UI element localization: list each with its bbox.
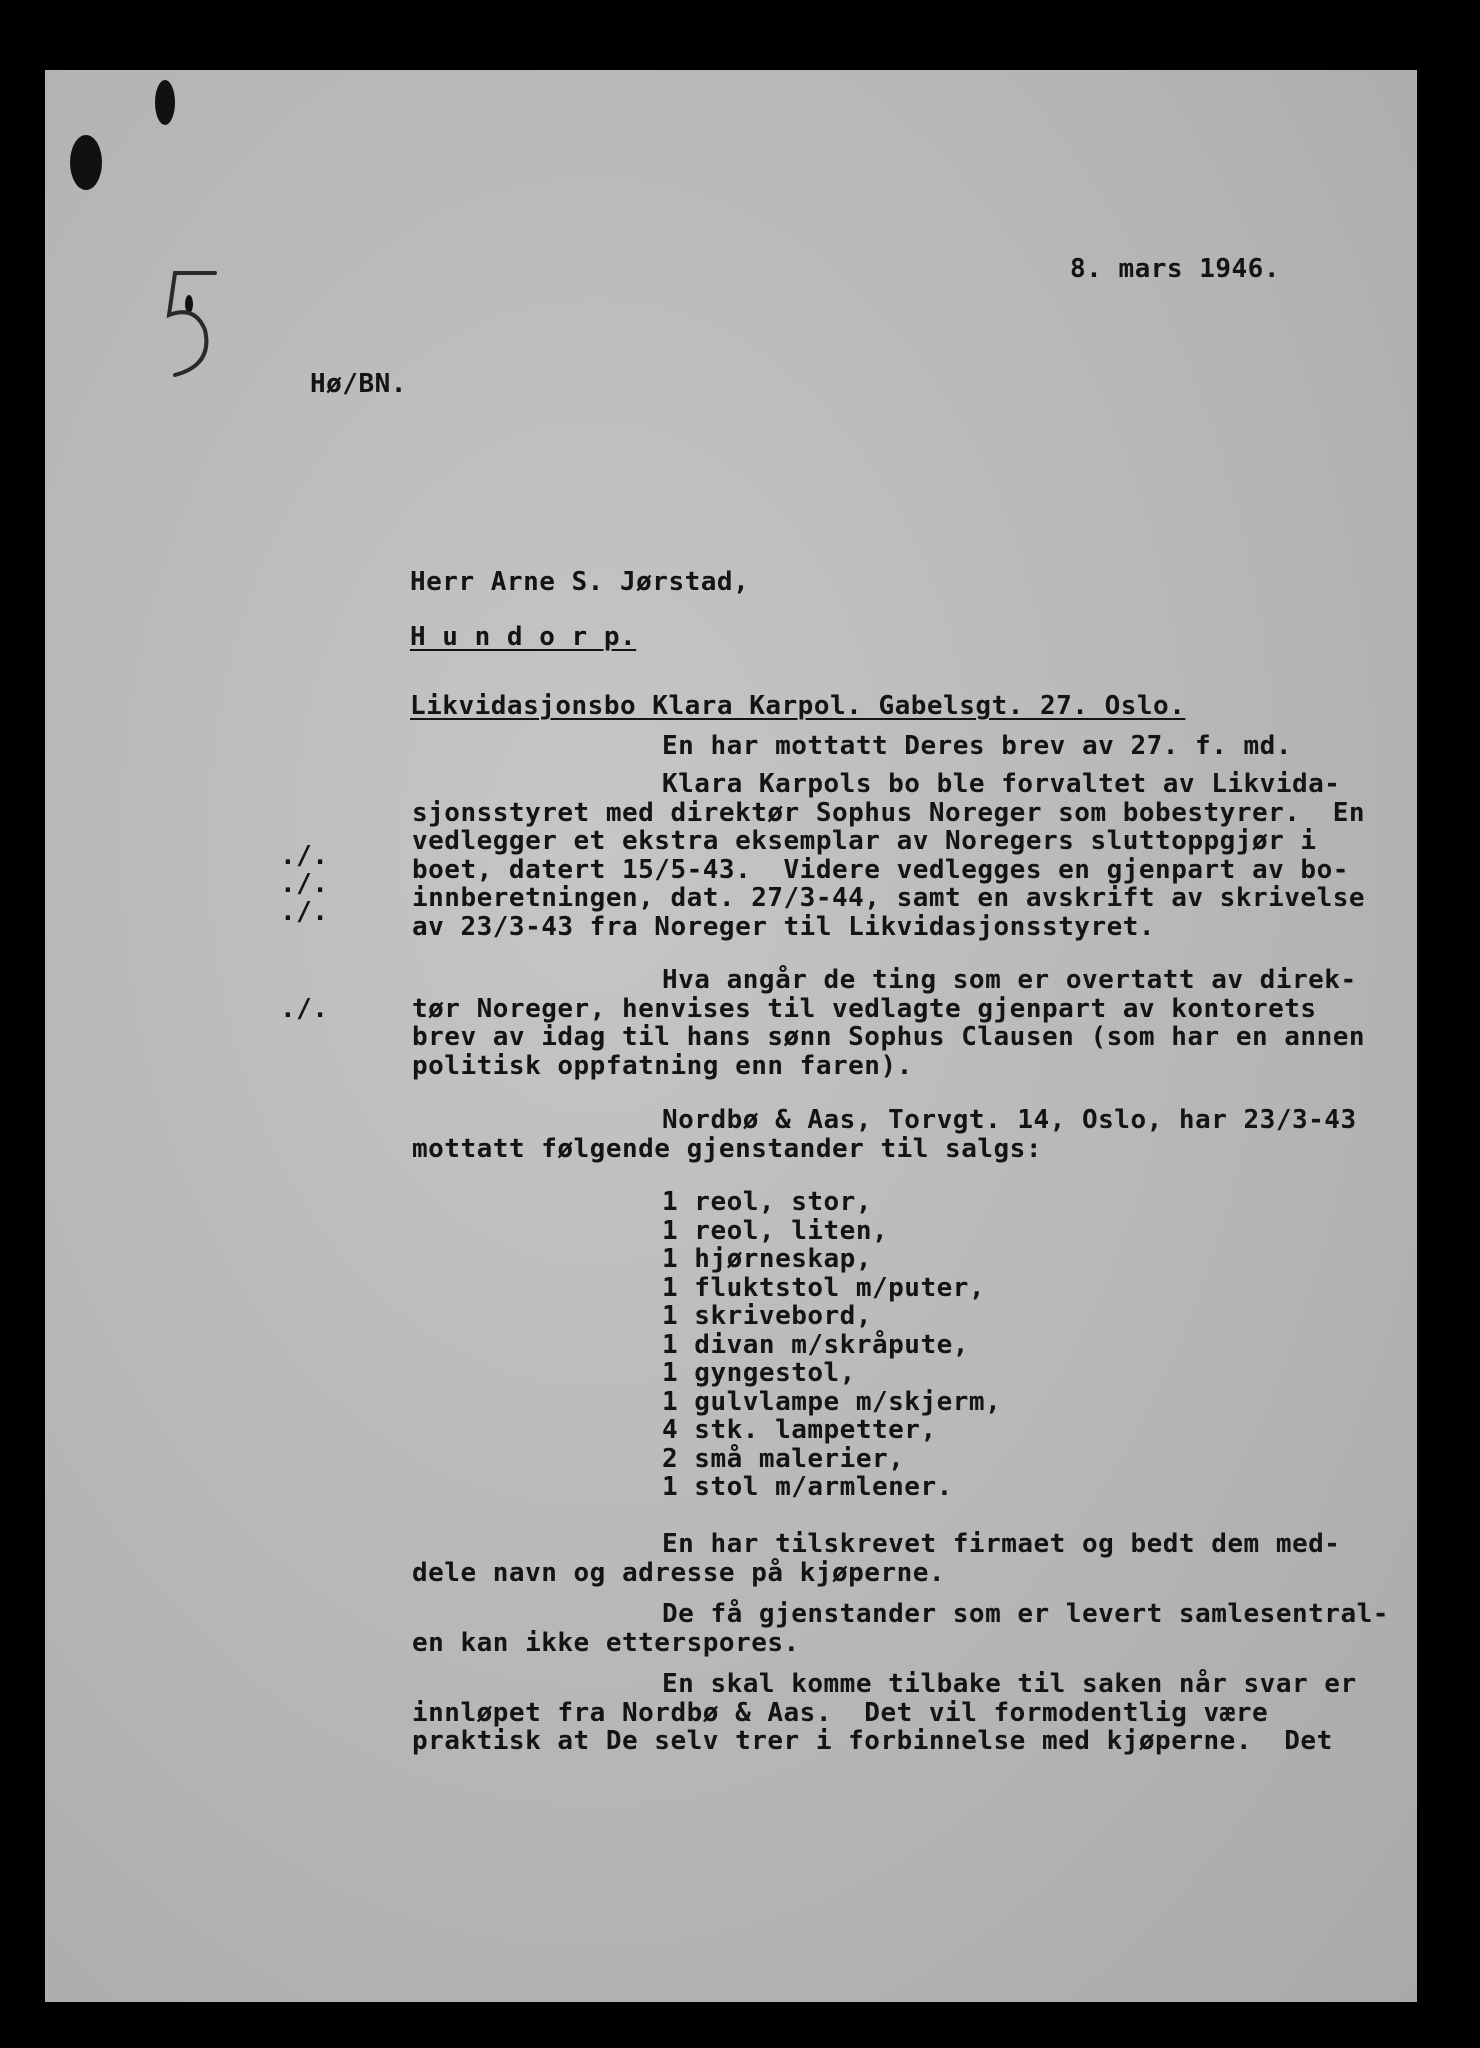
paragraph-items-taken [412,966,1365,1080]
margin-mark: ./. [280,897,329,927]
paragraph-central [412,1600,1389,1657]
list-item: 1 gulvlampe m/skjerm, [662,1386,1002,1417]
para5-line: dele navn og adresse på kjøperne. [412,1557,946,1588]
para6-line: De få gjenstander som er levert samlesentral- [662,1599,1389,1629]
para2-line: Klara Karpols bo ble forvaltet av Likvida- [662,769,1341,799]
para2-line: av 23/3-43 fra Noreger til Likvidasjonsstyret. [412,911,1156,942]
list-item: 2 små malerier, [662,1443,905,1474]
list-item: 1 reol, stor, [662,1187,872,1217]
list-item: 1 hjørneskap, [662,1244,872,1274]
para4-line: mottatt følgende gjenstander til salgs: [412,1133,1042,1164]
letter-paper [45,70,1417,2002]
recipient-place: H u n d o r p. [410,622,637,652]
item-list [662,1188,1001,1502]
recipient-name: Herr Arne S. Jørstad, [410,567,750,597]
ink-blot [155,80,175,125]
para7-line: En skal komme tilbake til saken når svar er [662,1669,1357,1699]
margin-mark: ./. [280,841,329,871]
paragraph-firm [412,1530,1340,1587]
list-item: 1 gyngestol, [662,1358,856,1388]
para7-line: innløpet fra Nordbø & Aas. Det vil formodentlig være [412,1697,1269,1728]
paragraph-followup [412,1670,1357,1756]
para3-line: politisk oppfatning enn faren). [412,1050,913,1081]
list-item: 4 stk. lampetter, [662,1415,937,1445]
paragraph-sale [412,1106,1357,1163]
list-item: 1 skrivebord, [662,1301,872,1331]
para3-line: tør Noreger, henvises til vedlagte gjenpart av kontorets [412,993,1317,1024]
para1-line: En har mottatt Deres brev av 27. f. md. [662,731,1292,761]
para7-line: praktisk at De selv trer i forbinnelse med kjøperne. Det [412,1726,1333,1756]
list-item: 1 fluktstol m/puter, [662,1272,986,1303]
margin-mark: ./. [280,994,329,1024]
para2-line: innberetningen, dat. 27/3-44, samt en avskrift av skrivelse [412,883,1366,913]
letter-subject: Likvidasjonsbo Klara Karpol. Gabelsgt. 27. Oslo. [410,691,1186,721]
ink-blot [70,135,102,190]
list-item: 1 stol m/armlener. [662,1472,953,1502]
para2-line: sjonsstyret med direktør Sophus Noreger som bobestyrer. En [412,797,1366,828]
para3-line: brev av idag til hans sønn Sophus Clausen (som har en annen [412,1022,1366,1052]
reference-code: Hø/BN. [310,369,407,399]
para5-line: En har tilskrevet firmaet og bedt dem med- [662,1529,1341,1559]
para6-line: en kan ikke etterspores. [412,1627,800,1658]
letter-date: 8. mars 1946. [1070,254,1280,284]
para3-line: Hva angår de ting som er overtatt av direk- [662,965,1357,995]
para4-line: Nordbø & Aas, Torvgt. 14, Oslo, har 23/3-43 [662,1105,1357,1135]
paragraph-attachments [412,770,1365,941]
margin-mark: ./. [280,869,329,899]
list-item: 1 divan m/skråpute, [662,1329,969,1360]
list-item: 1 reol, liten, [662,1215,889,1246]
handwritten-mark-icon [155,265,225,385]
para2-line: vedlegger et ekstra eksemplar av Noregers sluttoppgjør i [412,826,1317,856]
para2-line: boet, datert 15/5-43. Videre vedlegges en gjenpart av bo- [412,854,1349,885]
